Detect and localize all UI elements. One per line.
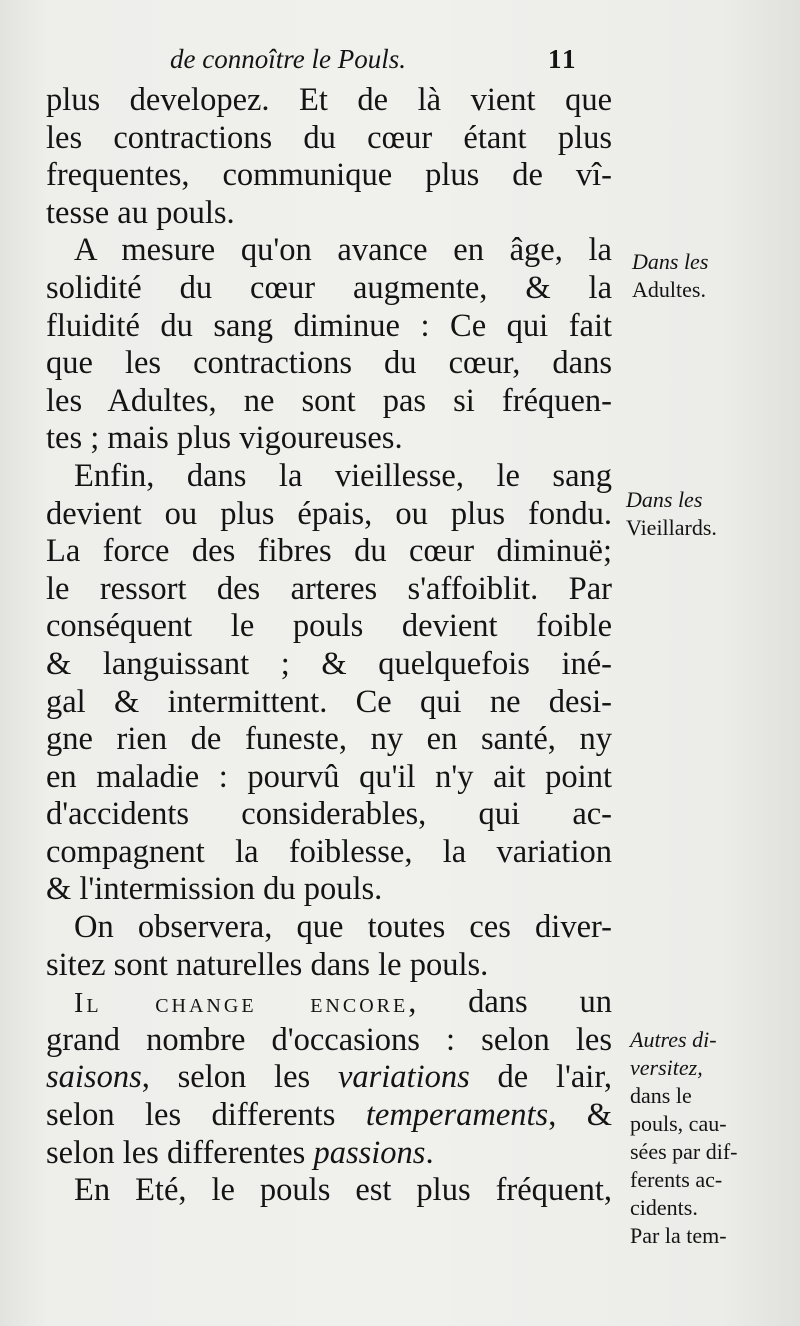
text-line: en maladie : pourvû qu'il n'y ait point [46,758,612,795]
text-line [46,1097,612,1135]
page-number: 11 [548,44,578,74]
margin-line: Adultes. [632,277,706,302]
text-line: frequentes, communique plus de vî- [46,157,612,194]
running-title: de connoître le Pouls. [170,44,406,74]
text-line: sitez sont naturelles dans le pouls. [46,946,489,983]
text-run: , dans un [408,984,612,1021]
margin-note-adultes [632,248,708,304]
margin-line: pouls, cau- [630,1111,727,1136]
margin-note-autres [630,1026,738,1250]
small-caps-lead: Il change encore [74,988,409,1020]
text-line: gne rien de funeste, ny en santé, ny [46,721,612,758]
text-line [46,984,612,1022]
text-line: plus developez. Et de là vient que [46,82,612,118]
margin-line: Dans les [626,487,703,512]
text-line: devient ou plus épais, ou plus fondu. [46,495,612,532]
italic-run: saisons [46,1059,142,1096]
text-line: les contractions du cœur étant plus [46,119,612,156]
text-line: & languissant ; & quelquefois iné- [46,645,612,682]
margin-line: cidents. [630,1195,698,1220]
text-run: de l'air, [469,1059,612,1096]
text-line: tes ; mais plus vigoureuses. [46,420,403,457]
margin-line: Dans les [632,249,709,274]
text-line: conséquent le pouls devient foible [46,608,612,645]
text-run: selon les differents [46,1097,366,1134]
text-line: fluidité du sang diminue : Ce qui fait [46,307,612,344]
margin-line: Autres di- [630,1027,717,1052]
text-line: & l'intermission du pouls. [46,871,383,908]
text-line: les Adultes, ne sont pas si fréquen- [46,382,612,419]
text-line: gal & intermittent. Ce qui ne desi- [46,683,612,720]
margin-line: versitez, [630,1055,703,1080]
italic-run: temperaments [365,1097,549,1134]
margin-line: dans le [630,1083,692,1108]
text-line: d'accidents considerables, qui ac- [46,796,612,833]
text-line: grand nombre d'occasions : selon les [46,1021,612,1058]
text-line: compagnent la foiblesse, la variation [46,833,612,870]
text-run: , selon les [141,1059,338,1096]
text-line: tesse au pouls. [46,194,235,231]
text-run: selon les differentes [46,1134,314,1171]
text-line: Enfin, dans la vieillesse, le sang [74,457,612,494]
text-line: On observera, que toutes ces diver- [74,909,612,946]
text-line: le ressort des arteres s'affoiblit. Par [46,570,612,607]
text-run: , & [548,1097,612,1134]
main-text [46,82,612,1210]
text-line [46,1135,612,1173]
text-line: A mesure qu'on avance en âge, la [74,232,612,269]
margin-line: ferents ac- [630,1167,723,1192]
text-line: que les contractions du cœur, dans [46,345,612,382]
text-line: solidité du cœur augmente, & la [46,269,612,306]
margin-line: Par la tem- [630,1223,727,1248]
margin-note-vieillards [626,486,717,542]
text-line: La force des fibres du cœur diminuë; [46,533,612,570]
text-run: . [425,1134,434,1171]
margin-line: sées par dif- [630,1139,738,1164]
italic-run: passions [313,1134,426,1171]
text-line: En Eté, le pouls est plus fréquent, [74,1172,612,1209]
italic-run: variations [337,1059,470,1096]
text-line [46,1059,612,1097]
margin-line: Vieillards. [626,515,717,540]
